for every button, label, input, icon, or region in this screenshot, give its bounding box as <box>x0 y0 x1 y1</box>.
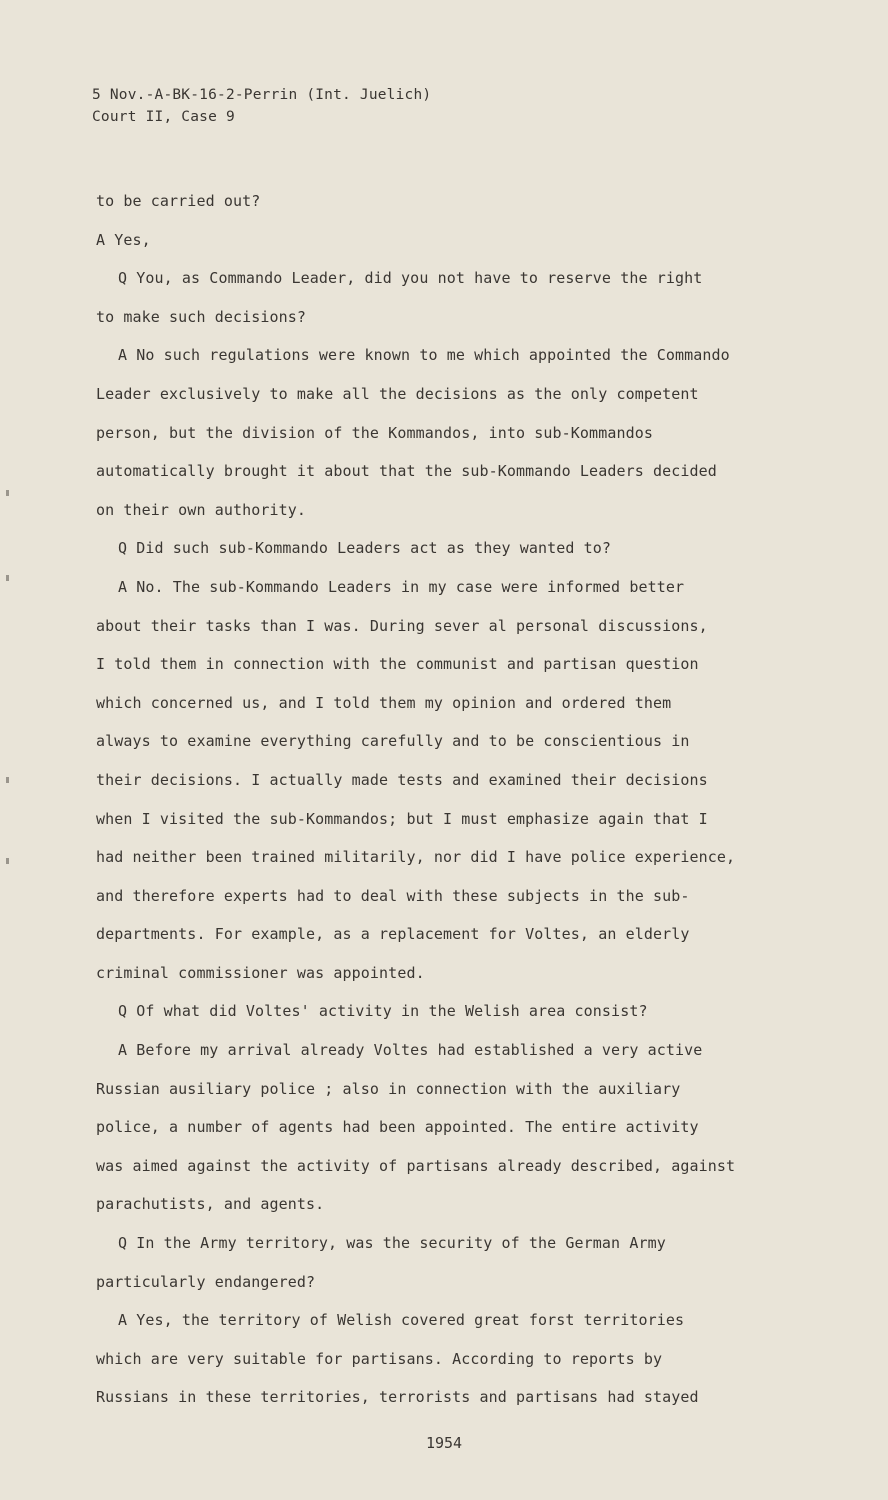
transcript-line: particularly endangered? <box>96 1272 316 1291</box>
margin-mark <box>6 858 9 864</box>
margin-mark <box>6 777 9 783</box>
transcript-line: person, but the division of the Kommandos, into sub-Kommandos <box>96 423 653 442</box>
transcript-line: Q In the Army territory, was the security of the German Army <box>118 1234 666 1253</box>
transcript-line: Q You, as Commando Leader, did you not have to reserve the right <box>118 269 703 288</box>
transcript-line: A No. The sub-Kommando Leaders in my case were informed better <box>118 577 685 596</box>
transcript-line: criminal commissioner was appointed. <box>96 963 425 982</box>
transcript-line: to make such decisions? <box>96 307 307 326</box>
margin-mark <box>6 490 9 496</box>
transcript-line: Q Of what did Voltes' activity in the Welish area consist? <box>118 1002 648 1021</box>
transcript-line: their decisions. I actually made tests and examined their decisions <box>96 770 708 789</box>
header-reference: 5 Nov.-A-BK-16-2-Perrin (Int. Juelich) <box>92 87 432 103</box>
transcript-line: Russians in these territories, terrorists and partisans had stayed <box>96 1388 699 1407</box>
transcript-line: on their own authority. <box>96 500 307 519</box>
transcript-line: which concerned us, and I told them my opinion and ordered them <box>96 693 672 712</box>
page-number: 1954 <box>425 1434 463 1452</box>
transcript-line: Russian ausiliary police ; also in connection with the auxiliary <box>96 1079 681 1098</box>
transcript-line: about their tasks than I was. During sever al personal discussions, <box>96 616 708 635</box>
document-header <box>92 84 431 128</box>
transcript-line: I told them in connection with the communist and partisan question <box>96 655 699 674</box>
transcript-line: was aimed against the activity of partisans already described, against <box>96 1156 736 1175</box>
transcript-line: automatically brought it about that the sub-Kommando Leaders decided <box>96 462 717 481</box>
transcript-line: A Yes, the territory of Welish covered great forst territories <box>118 1311 685 1330</box>
transcript-line: always to examine everything carefully and to be conscientious in <box>96 732 690 751</box>
transcript-line: parachutists, and agents. <box>96 1195 325 1214</box>
transcript-line: which are very suitable for partisans. According to reports by <box>96 1349 663 1368</box>
transcript-line: and therefore experts had to deal with these subjects in the sub- <box>96 886 690 905</box>
header-court-case: Court II, Case 9 <box>92 109 235 125</box>
transcript-line: police, a number of agents had been appointed. The entire activity <box>96 1118 699 1137</box>
transcript-line: A No such regulations were known to me which appointed the Commando <box>118 346 730 365</box>
transcript-line: Q Did such sub-Kommando Leaders act as they wanted to? <box>118 539 612 558</box>
margin-mark <box>6 575 9 581</box>
transcript-line: departments. For example, as a replacement for Voltes, an elderly <box>96 925 690 944</box>
transcript-line: A Yes, <box>96 230 151 249</box>
transcript-line: to be carried out? <box>96 192 261 210</box>
transcript-body <box>96 182 796 1417</box>
transcript-line: A Before my arrival already Voltes had established a very active <box>118 1041 703 1060</box>
transcript-line: had neither been trained militarily, nor did I have police experience, <box>96 848 736 867</box>
transcript-line: when I visited the sub-Kommandos; but I must emphasize again that I <box>96 809 708 828</box>
transcript-line: Leader exclusively to make all the decisions as the only competent <box>96 384 699 403</box>
